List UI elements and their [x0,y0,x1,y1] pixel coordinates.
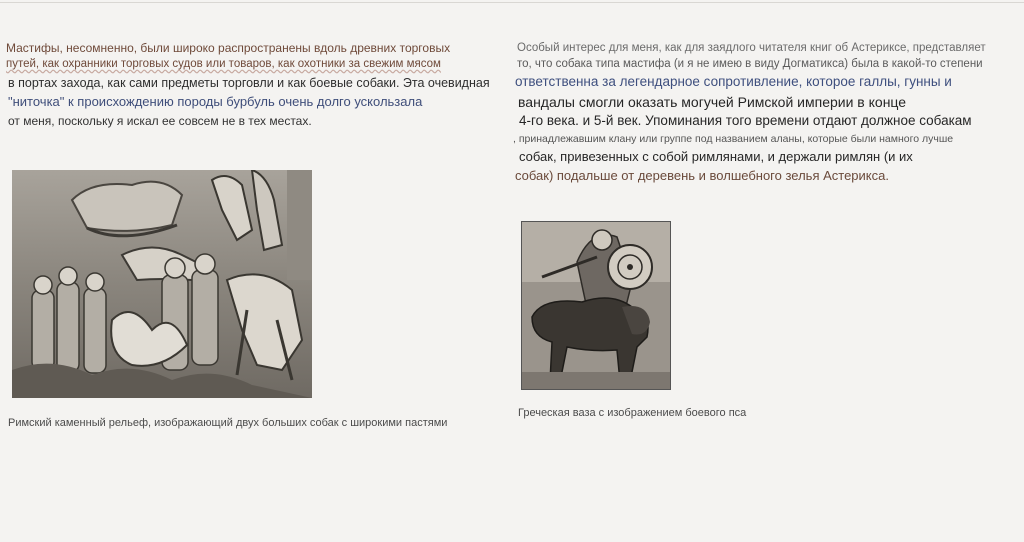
right-line-4: вандалы смогли оказать могучей Римской империи в конце [518,94,907,110]
left-line-5: от меня, поскольку я искал ее совсем не в тех местах. [8,114,312,128]
right-line-7: собак, привезенных с собой римлянами, и держали римлян (и их [519,149,913,164]
right-line-5: 4-го века. и 5-й век. Упоминания того времени отдают должное собакам [519,113,972,128]
vase-caption: Греческая ваза с изображением боевого пса [518,407,747,419]
right-line-8: собак) подальше от деревень и волшебного зелья Астерикса. [515,168,889,183]
left-line-1: Мастифы, несомненно, были широко распространены вдоль древних торговых [6,41,451,55]
roman-stone-relief-image [12,170,312,398]
left-line-2: путей, как охранники торговых судов или товаров, как охотники за свежим мясом [6,58,441,70]
left-paragraph [6,40,501,130]
top-divider [0,2,1024,3]
right-paragraph [513,40,1018,186]
right-line-1: Особый интерес для меня, как для заядлого читателя книг об Астериксе, представляет [517,42,986,54]
right-line-2: то, что собака типа мастифа (и я не имею в виду Догматикса) была в какой-то степени [517,58,983,70]
greek-vase-war-dog-image [521,221,671,390]
left-line-4: "ниточка" к происхождению породы бурбуль очень долго ускользала [8,94,423,109]
left-line-3: в портах захода, как сами предметы торговли и как боевые собаки. Эта очевидная [8,76,490,90]
relief-caption: Римский каменный рельеф, изображающий двух больших собак с широкими пастями [8,417,448,429]
right-line-3: ответственна за легендарное сопротивление, которое галлы, гунны и [515,74,952,89]
right-line-6: , принадлежавшим клану или группе под названием аланы, которые были намного лучше [513,133,954,145]
